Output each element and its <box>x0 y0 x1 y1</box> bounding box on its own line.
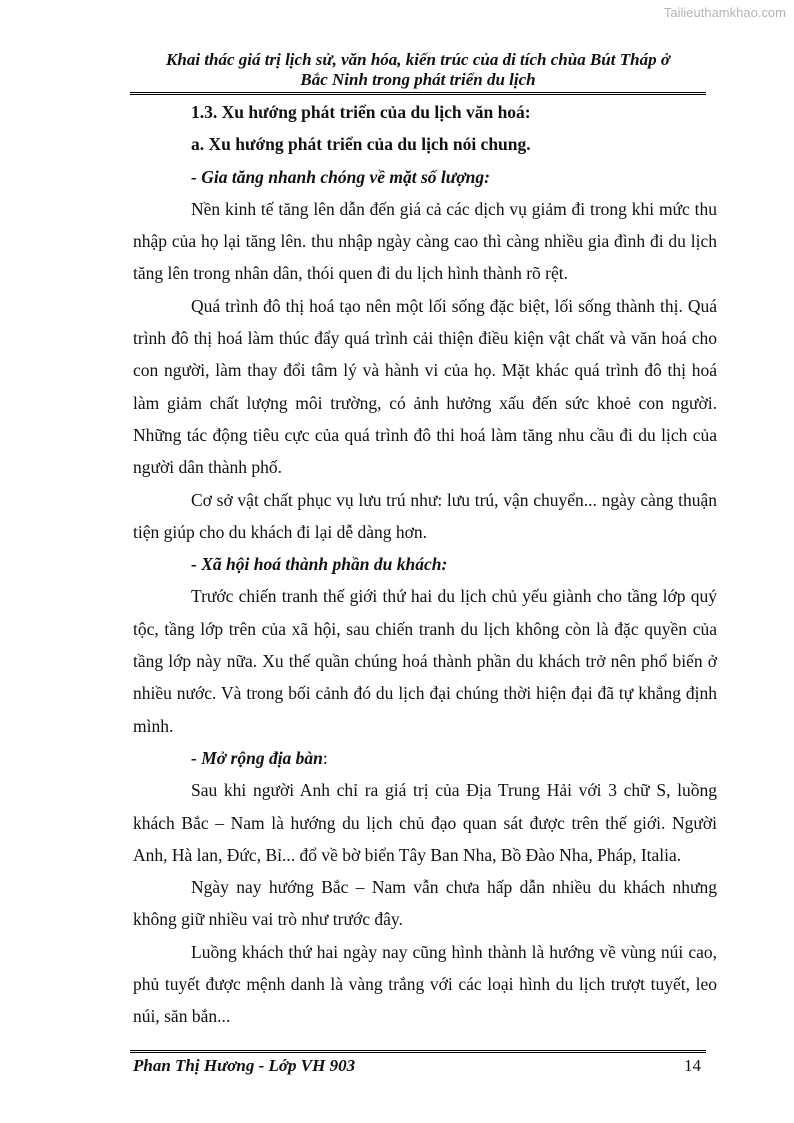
page-number: 14 <box>684 1056 701 1075</box>
page-header <box>130 50 706 90</box>
subsection-title: a. Xu hướng phát triển của du lịch nói chung. <box>191 134 531 155</box>
paragraph-1: Nền kinh tế tăng lên dẫn đến giá cả các dịch vụ giảm đi trong khi mức thu nhập của họ lại tăng lên. thu nhập ngày càng cao thì càng nhiều gia đình đi du lịch tăng lên trong nhân dân, thói quen đi du lịch hình thành rõ rệt. <box>133 198 717 284</box>
heading-socialization: - Xã hội hoá thành phần du khách: <box>191 554 448 575</box>
heading-expansion-line <box>133 742 717 774</box>
section-title: 1.3. Xu hướng phát triển của du lịch văn hoá: <box>191 102 531 122</box>
watermark: Tailieuthamkhao.com <box>663 5 786 20</box>
footer-author: Phan Thị Hương - Lớp VH 903 <box>133 1056 356 1075</box>
header-divider <box>130 92 706 95</box>
paragraph-5: Sau khi người Anh chỉ ra giá trị của Địa Trung Hải với 3 chữ S, luồng khách Bắc – Nam là hướng du lịch chủ đạo quan sát được trên thế giới. Người Anh, Hà lan, Đức, Bỉ... đổ về bờ biển Tây Ban Nha, Bồ Đào Nha, Pháp, Italia. <box>133 780 717 865</box>
heading-expansion-colon: : <box>322 747 328 768</box>
paragraph-7: Luồng khách thứ hai ngày nay cũng hình thành là hướng về vùng núi cao, phủ tuyết được mệnh danh là vàng trắng với các loại hình du lịch trượt tuyết, leo núi, săn bắn... <box>133 941 717 1027</box>
paragraph-6: Ngày nay hướng Bắc – Nam vẫn chưa hấp dẫn nhiều du khách nhưng không giữ nhiều vai trò như trước đây. <box>133 877 717 930</box>
header-line-1: Khai thác giá trị lịch sử, văn hóa, kiến trúc của di tích chùa Bút Tháp ở <box>166 50 670 69</box>
paragraph-3: Cơ sở vật chất phục vụ lưu trú như: lưu trú, vận chuyển... ngày càng thuận tiện giúp cho du khách đi lại dễ dàng hơn. <box>133 489 717 542</box>
paragraph-2: Quá trình đô thị hoá tạo nên một lối sống đặc biệt, lối sống thành thị. Quá trình đô thị hoá làm thúc đẩy quá trình cải thiện điều kiện vật chất và văn hoá cho con người, làm thay đổi tâm lý và hành vi của họ. Mặt khác quá trình đô thị hoá làm giảm chất lượng môi trường, có ảnh hưởng xấu đến sức khoẻ con người. Những tác động tiêu cực của quá trình đô thi hoá làm tăng nhu cầu đi du lịch của người dân thành phố. <box>133 295 717 478</box>
paragraph-4: Trước chiến tranh thế giới thứ hai du lịch chủ yếu giành cho tầng lớp quý tộc, tầng lớp trên của xã hội, sau chiến tranh du lịch không còn là đặc quyền của tầng lớp này nữa. Xu thế quần chúng hoá thành phần du khách trở nên phổ biến ở nhiều nước. Và trong bối cảnh đó du lịch đại chúng thời hiện đại đã tự khẳng định mình. <box>133 586 717 736</box>
document-body <box>133 96 717 1033</box>
heading-expansion: - Mở rộng địa bàn <box>191 747 323 768</box>
footer-divider <box>130 1050 706 1053</box>
heading-growth: - Gia tăng nhanh chóng về mặt số lượng: <box>191 166 490 187</box>
header-line-2: Bắc Ninh trong phát triển du lịch <box>300 70 536 89</box>
